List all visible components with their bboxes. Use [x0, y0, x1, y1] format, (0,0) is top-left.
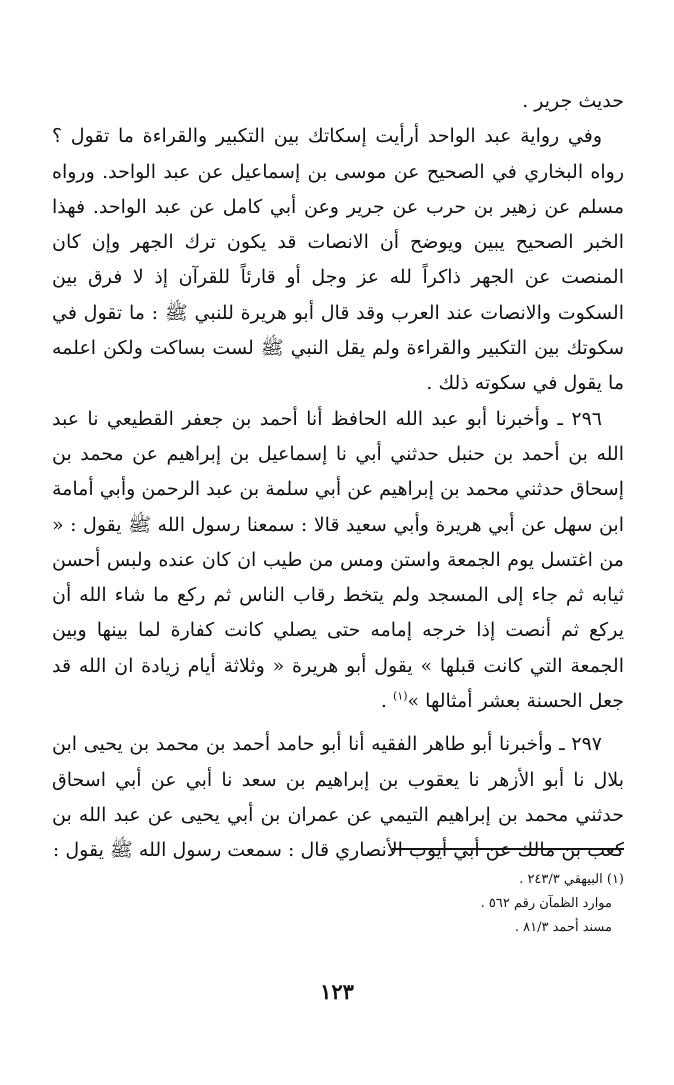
page-number: ١٢٣ [320, 979, 354, 1004]
paragraph-gap [52, 719, 624, 727]
paragraph-text: وفي رواية عبد الواحد أرأيت إسكاتك بين التكبير والقراءة ما تقول ؟ رواه البخاري في الصحيح عن موسى بن إسماعيل عن عبد الواحد. ورواه مسلم عن زهير بن حرب عن جرير وعن أبي كامل عن عبد الواحد. فهذا الخبر الصحيح يبين ويوضح أن الانصات قد يكون ترك الجهر وإن كان المنصت عن الجهر ذاكراً لله عز وجل أو قارئاً للقرآن إذ لا فرق بين السكوت والانصات عند العرب وقد قال أبو هريرة للنبي ﷺ : ما تقول في سكوتك بين التكبير والقراءة ولم يقل النبي ﷺ لست بساكت ولكن اعلمه ما يقول في سكوته ذلك . [52, 125, 624, 395]
footnote-1-source-3: مسند أحمد ٨١/٣ . [514, 920, 612, 935]
paragraph-commentary [52, 119, 624, 401]
paragraph-text: ٢٩٧ ـ وأخبرنا أبو طاهر الفقيه أنا أبو حامد أحمد بن محمد بن يحيى ابن بلال نا أبو الأزهر نا يعقوب بن إبراهيم بن سعد نا أبي عن أبي اسحاق حدثني محمد بن إبراهيم التيمي عن عمران بن أبي يحيى عن عبد الله بن كعب بن مالك عن أبي أيوب الأنصاري قال : سمعت رسول الله ﷺ يقول : [52, 733, 624, 862]
paragraph-hadith-jarir [52, 84, 624, 119]
footnote-separator [392, 848, 624, 850]
footnote-1-source-2: موارد الظمآن رقم ٥٦٢ . [480, 896, 612, 911]
paragraph-text: حديث جرير . [522, 90, 624, 112]
paragraph-end: . [380, 690, 393, 713]
footnotes [200, 868, 624, 940]
paragraph-text: ٢٩٦ ـ وأخبرنا أبو عبد الله الحافظ أنا أحمد بن جعفر القطيعي نا عبد الله بن أحمد بن حنبل حدثني أبي نا إسماعيل بن إبراهيم عن محمد بن إسحاق حدثني محمد بن إبراهيم عن أبي سلمة بن عبد الرحمن وأبي أمامة ابن سهل عن أبي هريرة وأبي سعيد قالا : سمعنا رسول الله ﷺ يقول : « من اغتسل يوم الجمعة واستن ومس من طيب ان كان عنده ولبس أحسن ثيابه ثم جاء إلى المسجد ولم يتخط رقاب الناس ثم ركع ما شاء الله أن يركع ثم أنصت إذا خرجه إمامه حتى يصلي كانت كفارة لما بينها وبين الجمعة التي كانت قبلها » يقول أبو هريرة « وثلاثة أيام زيادة ان الله قد جعل الحسنة بعشر أمثالها » [52, 407, 624, 713]
footnote-reference: (١) [392, 689, 408, 703]
main-text [52, 84, 624, 869]
footnote-1: (١) البيهقي ٢٤٣/٣ . [519, 872, 624, 887]
paragraph-hadith-296 [52, 402, 624, 720]
